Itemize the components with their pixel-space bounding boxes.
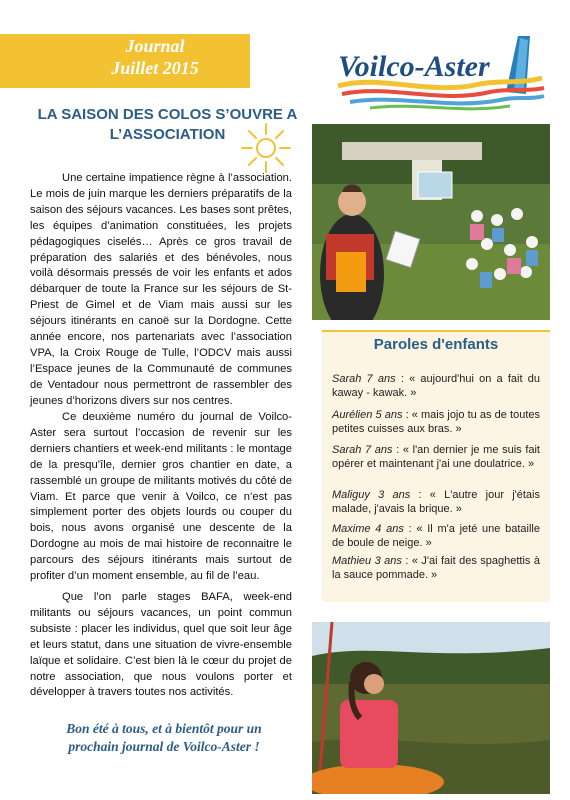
voilco-aster-logo <box>330 34 550 114</box>
quote-item: Aurélien 5 ans : « mais jojo tu as de toutes petites cuisses aux bras. » <box>332 409 540 435</box>
paroles-box <box>322 330 550 602</box>
paragraph-1: Une certaine impatience règne à l’association. Le mois de juin marque les derniers préparatifs de la saison des séjours vacances. Les bases sont prêtes, les équipes d’animation constituées, les projets pédagogiques ciselés… Après ce gros travail de préparation des salariés et des bénévoles, nous voilà désormais pressés de voir les enfants et ados débarquer de toute la France sur les séjours de St-Priest de Gimel et de Viam mais aussi sur les séjours itinérants en canoë sur la Dordogne. Cette année encore, nos partenariats avec l’association VPA, la Croix Rouge de Tulle, l’ODCV mais aussi l’Espace jeunes de la Communauté de communes de Ventadour nous permettront de rassembler des jeunes d’horizons divers sur nos centres. <box>30 172 292 407</box>
article-headline: LA SAISON DES COLOS S’OUVRE A L’ASSOCIATION <box>37 106 298 143</box>
paroles-title: Paroles d'enfants <box>373 336 499 353</box>
journal-title: Journal <box>125 36 185 56</box>
journal-date: Juillet 2015 <box>111 58 199 78</box>
photo-kayak <box>312 622 550 794</box>
photo-children-group <box>312 124 550 320</box>
paragraph-3: Que l’on parle stages BAFA, week-end militants ou séjours vacances, un point commun subsiste : placer les individus, quel que soit leur âge et leurs statut, dans une situation de vivre-ensemble laïque et solidaire. C’est bien là le cœur du projet de notre association, que nous voulons porter et développer à travers toutes nos activités. <box>30 591 292 699</box>
paragraph-2: Ce deuxième numéro du journal de Voilco-Aster sera surtout l’occasion de revenir sur les derniers chantiers et week-end militants : le montage de la presqu’île, dernier gros chantier en date, a rassemblé un groupe de militants motivés du côté de Viam. Et parce que venir à Voilco, ce n’est pas simplement porter des objets lourds ou couper du bois, nous avons organisé une descente de la Dordogne au mois de mai histoire de reconnaitre le parcours des séjours itinérants mais surtout de profiter d’un moment ensemble, au fil de l’eau. <box>30 411 292 583</box>
quote-item: Sarah 7 ans : « l'an dernier je me suis fait opérer et maintenant j'ai une doulatrice. » <box>332 444 540 470</box>
closing-message: Bon été à tous, et à bientôt pour un prochain journal de Voilco-Aster ! <box>66 721 262 754</box>
sun-icon <box>238 120 294 176</box>
quote-item: Maxime 4 ans : « Il m'a jeté une bataille de boule de neige. » <box>332 523 540 549</box>
quote-item: Mathieu 3 ans : « J'ai fait des spaghettis à la sauce pommade. » <box>332 555 540 581</box>
quote-item: Sarah 7 ans : « aujourd'hui on a fait du kaway - kawak. » <box>332 373 540 399</box>
quote-item: Maliguy 3 ans : « L'autre jour j'étais malade, j'avais la brique. » <box>332 489 540 515</box>
svg-text:Voilco-Aster: Voilco-Aster <box>338 50 490 83</box>
